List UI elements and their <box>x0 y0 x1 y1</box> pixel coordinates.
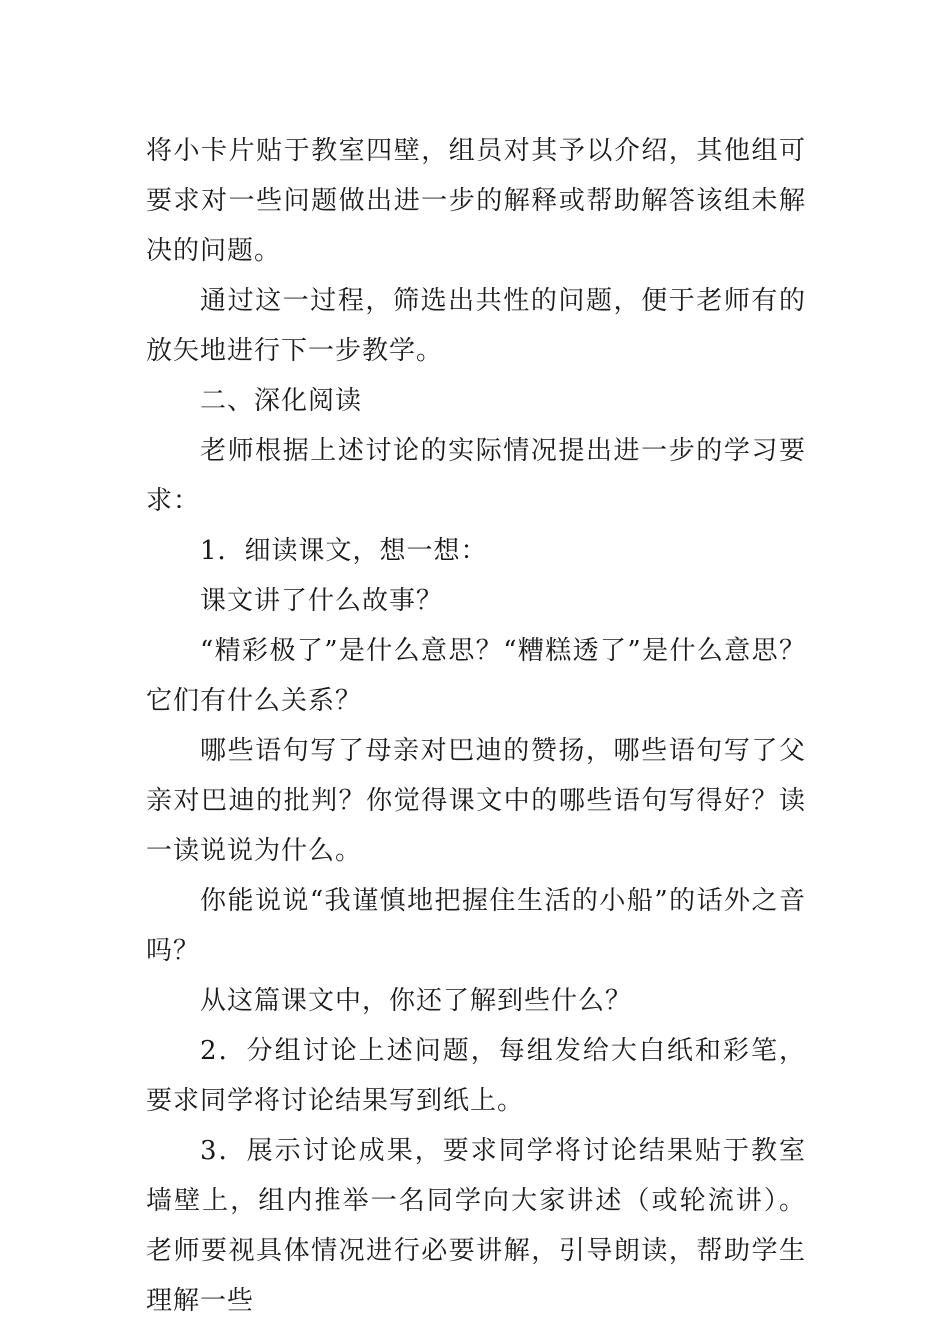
question-item: 你能说说“我谨慎地把握住生活的小船”的话外之音吗？ <box>146 886 806 966</box>
question-item: 课文讲了什么故事？ <box>200 586 444 616</box>
list-item: 1．细读课文，想一想： <box>200 536 488 566</box>
list-item: 3．展示讨论成果，要求同学将讨论结果贴于教室墙壁上，组内推举一名同学向大家讲述（或轮流讲）。老师要视具体情况进行必要讲解，引导朗读，帮助学生理解一些 <box>146 1136 806 1316</box>
paragraph: 将小卡片贴于教室四壁，组员对其予以介绍，其他组可要求对一些问题做出进一步的解释或帮助解答该组未解决的问题。 <box>146 136 806 266</box>
paragraph: 通过这一过程，筛选出共性的问题，便于老师有的放矢地进行下一步教学。 <box>146 286 806 366</box>
question-item: 哪些语句写了母亲对巴迪的赞扬，哪些语句写了父亲对巴迪的批判？你觉得课文中的哪些语句写得好？读一读说说为什么。 <box>146 736 806 866</box>
document-body <box>146 126 806 1326</box>
question-item: 从这篇课文中，你还了解到些什么？ <box>200 986 633 1016</box>
list-item: 2．分组讨论上述问题，每组发给大白纸和彩笔，要求同学将讨论结果写到纸上。 <box>146 1036 806 1116</box>
question-item: “精彩极了”是什么意思？“糟糕透了”是什么意思？它们有什么关系？ <box>146 636 806 716</box>
paragraph: 老师根据上述讨论的实际情况提出进一步的学习要求： <box>146 436 806 516</box>
section-heading: 二、深化阅读 <box>200 386 363 416</box>
